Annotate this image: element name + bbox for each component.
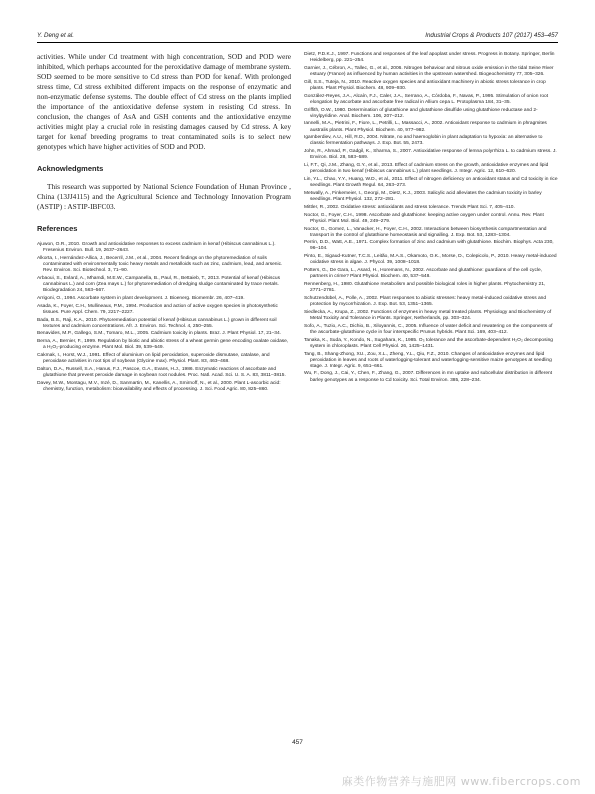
reference-entry: Sofo, A., Tuzio, A.C., Dichio, B., Xiloyannis, C., 2005. Influence of water deficit and rewatering on the components of the ascorbate-glutathione cycle in four interspecific Prunus hybrids. Plant Sci. 169, 403–412. [304, 323, 553, 335]
reference-entry: Wu, F., Dong, J., Cai, Y., Chen, F., Zhang, G., 2007. Differences in mn uptake and subcellular distribution in different barley genotypes as a response to Cd toxicity. Sci. Total Environ. 385, 228–234. [304, 371, 553, 383]
reference-entry: Tanaka, K., Suda, Y., Kondo, N., Sugahara, K., 1985. O₃ tolerance and the ascorbate-dependent H₂O₂ decomposing system in chloroplasts. Plant Cell Physiol. 26, 1425–1431. [304, 337, 553, 349]
right-reference-list [304, 52, 558, 384]
reference-entry: Arbaoui, S., Evlard, A., Mhamdi, M.E.W., Campanella, B., Paul, R., Bettaieb, T., 2013. Potential of kenaf (Hibiscus cannabinus L.) and corn (Zea mays L.) for phytoremediation of dredging sludge contaminated by trace metals. Biodegradation 24, 563–567. [37, 275, 281, 293]
running-header [37, 30, 558, 43]
header-journal: Industrial Crops & Products 107 (2017) 453–457 [425, 32, 558, 39]
reference-entry: Lin, Y.L., Chao, Y.Y., Huang, W.D., et al., 2011. Effect of nitrogen deficiency on antioxidant status and Cd toxicity in rice seedlings. Plant Growth Regul. 64, 263–273. [304, 177, 558, 189]
reference-entry: Garnier, J., Cébron, A., Tallec, G., et al., 2006. Nitrogen behaviour and nitrous oxide emission in the tidal Seine River estuary (France) as influenced by human activities in the upstream watershed. Biogeochemistry 77, 305–326. [304, 65, 554, 77]
reference-entry: Igamberdiev, A.U., Hill, R.D., 2004. Nitrate, no and haemoglobin in plant adaptation to hypoxia: an alternative to classic fermentation pathways. J. Exp. Bot. 55, 2473. [304, 135, 543, 147]
reference-entry: Dalton, D.A., Russell, S.A., Hanus, F.J., Pascoe, G.A., Evans, H.J., 1986. Enzymatic reactions of ascorbate and glutathione that prevent peroxide damage in soybean root nodules. Proc. Natl. Acad. Sci. U. S. A. 83, 3811–3815. [37, 367, 286, 379]
reference-entry: Ajuwon, O.R., 2010. Growth and antioxidative responses to excess cadmium in kenaf (Hibiscus cannabinus L.). Fresenius Environ. Bull. 19, 2637–2643. [37, 242, 276, 254]
reference-entry: Griffith, O.W., 1980. Determination of glutathione and glutathione disulfide using glutathione reductase and 2-vinylpyridine. Anal. Biochem. 106, 207–212. [304, 107, 538, 119]
reference-entry: Li, F.T., Qi, J.M., Zhang, G.Y., et al., 2013. Effect of cadmium stress on the growth, antioxidative enzymes and lipid peroxidation in two kenaf (Hibiscus cannabinus L.) plant seedlings. J. Integr. Agric. 12, 610–620. [304, 163, 549, 175]
site-watermark: 麻类作物营养与施肥网 www.fibercrops.com [341, 775, 581, 788]
reference-entry: Benavides, M.P., Gallego, S.M., Tomaro, M.L., 2005. Cadmium toxicity in plants. Braz. J. Plant Physiol. 17, 21–34. [37, 331, 282, 337]
page-number: 457 [292, 739, 303, 746]
reference-entry: Iannelli, M.A., Pietrini, F., Fiore, L., Petrilli, L., Massacci, A., 2002. Antioxidant response to cadmium in phragmites australis plants. Plant Physiol. Biochem. 40, 977–982. [304, 121, 547, 133]
acknowledgments-paragraph: This research was supported by National Science Foundation of Hunan Province , China (13JJ4115) and the Agricultural Science and Technology Innovation Program (ASTIP) : ASTIP-IBFC03. [37, 182, 291, 211]
reference-entry: Pinto, E., Sigaud-Kutner, T.C.S., Leitão, M.A.S., Okamoto, O.K., Morse, D., Colepicolo, P., 2010. Heavy metal-induced oxidative stress in algae. J. Phycol. 39, 1008–1018. [304, 254, 557, 266]
reference-entry: Dietz, P.D.K.J., 1997. Functions and responses of the leaf apoplast under stress. Progress in Botany. Springer, Berlin Heidelberg, pp. 221–254. [304, 52, 555, 64]
references-heading: References [37, 224, 78, 233]
reference-entry: Potters, G., De Gara, L., Asard, H., Horemans, N., 2002. Ascorbate and glutathione: guardians of the cell cycle, partners in crime? Plant Physiol. Biochem. 40, 537–548. [304, 268, 543, 280]
reference-entry: Tang, B., Shang-Zhong, XU., Zou, X.L., Zheng, Y.L., Qiu, F.Z., 2010. Changes of antioxidative enzymes and lipid peroxidation in leaves and roots of waterlogging-tolerant and waterlogging-sensitive maize genotypes at seedling stage. J. Integr. Agric. 9, 651–661. [304, 351, 552, 369]
reference-entry: Noctor, G., Foyer, C.H., 1998. Ascorbate and glutathione: keeping active oxygen under control. Annu. Rev. Plant Physiol. Plant Mol. Biol. 49, 249–279. [304, 212, 544, 224]
reference-entry: John, R., Ahmad, P., Gadgil, K., Sharma, S., 2007. Antioxidative response of lemna polyrrhiza L. to cadmium stress. J. Environ. Biol. 28, 583–589. [304, 149, 557, 161]
reference-entry: Noctor, G., Gomez, L., Vanacker, H., Foyer, C.H., 2002. Interactions between biosynthesis compartmentation and transport in the control of glutathione homeostasis and signalling. J. Exp. Bot. 53, 1283–1304. [304, 226, 547, 238]
reference-entry: Rennenberg, H., 1980. Glutathione metabolism and possible biological roles in higher plants. Phytochemistry 21, 2771–2781. [304, 282, 546, 294]
reference-entry: Bada, B.S., Raji, K.A., 2010. Phytoremediation potential of kenaf (Hibiscus cannabinus L.) grown in different soil textures and cadmium concentrations. Afr. J. Environ. Sci. Technol. 4, 250–255. [37, 317, 277, 329]
reference-entry: Berna, A., Bernier, F., 1999. Regulation by biotic and abiotic stress of a wheat germin gene encoding oxalate oxidase, a H₂O₂-producing enzyme. Plant Mol. Biol. 39, 539–549. [37, 339, 289, 351]
reference-entry: Alkorta, I., Hernández-Allica, J., Becerril, J.M., et al., 2004. Recent findings on the phytoremediation of soils contaminated with environmentally toxic heavy metals and metalloids such as zinc, cadmium, lead, and arsenic. Rev. Environ. Sci. Biotechnol. 3, 71–90. [37, 255, 283, 273]
right-column [304, 52, 558, 385]
left-column [37, 52, 291, 395]
reference-entry: Davey, M.W., Montagu, M.V., Inzé, D., Sanmartin, M., Kanellis, A., Smirnoff, N., et al., 2000. Plant L-ascorbic acid: chemistry, function, metabolism: bioavailability and effects of processing. J. Sci. Food Agric. 80, 825–860. [37, 380, 281, 392]
reference-entry: Schutzendübel, A., Polle, A., 2002. Plant responses to abiotic stresses: heavy metal-induced oxidative stress and protection by mycorrhization. J. Exp. Bot. 53, 1351–1365. [304, 295, 547, 308]
header-authors: Y. Deng et al. [37, 32, 74, 39]
left-reference-list [37, 242, 291, 393]
reference-entry: Mittler, R., 2002. Oxidative stress: antioxidants and stress tolerance. Trends Plant Sci. 7, 405–410. [304, 204, 515, 210]
reference-entry: Cakmak, I., Horst, W.J., 1991. Effect of aluminium on lipid peroxidation, superoxide dismutase, catalase, and peroxidase activities in root tips of soybean (Glycine max). Physiol. Plant. 83, 463–468. [37, 353, 270, 365]
reference-entry: Metwally, A., Finkemeier, I., Georgi, M., Dietz, K.J., 2003. Salicylic acid alleviates the cadmium toxicity in barley seedlings. Plant Physiol. 132, 272–281. [304, 190, 542, 202]
reference-entry: Siedlecka, A., Krupa, Z., 2002. Functions of enzymes in heavy metal treated plants. Physiology and Biochemistry of Metal Toxicity and Tolerance in Plants. Springer, Netherlands, pp. 303–324. [304, 309, 552, 321]
reference-entry: Arrigoni, O., 1994. Ascorbate system in plant development. J. Bioenerg. Biomembr. 26, 407–419. [37, 295, 245, 301]
reference-entry: Perrin, D.D., Watt, A.E., 1971. Complex formation of zinc and cadmium with glutathione. Biochim. Biophys. Acta 230, 96–104. [304, 240, 554, 252]
reference-entry: Gill, S.S., Tuteja, N., 2010. Reactive oxygen species and antioxidant machinery in abiotic stress tolerance in crop plants. Plant Physiol. Biochem. 48, 909–930. [304, 79, 546, 91]
conclusion-paragraph: activities. While under Cd treatment with high concentration, SOD and POD were inhibited, which perhaps accounted for the peroxidative damage of membrane system. SOD seemed to be more sensitive to Cd stress than POD for kenaf. With prolonged stress time, Cd stress exhibited different impacts on the response of enzymatic and non-enzymatic defense systems. The double effect of Cd stress on the plants implied the importance of the antioxidative defense system in resisting Cd stress. In conclusion, the changes of AsA and GSH contents and the antioxidative enzyme activities might play a crucial role in resisting damages caused by Cd stress. A key target for kenaf breeding programs to treat contaminated soils is to select new genotypes which have higher activities of SOD and POD. [37, 52, 291, 151]
reference-entry: Asada, K., Foyer, C.H., Mullineaux, P.M., 1994. Production and action of active oxygen species in photosynthetic tissues. Pure Appl. Chem. 79, 2217–2227. [37, 303, 278, 315]
reference-entry: González-Reyes, J.A., Alcaín, F.J., Caler, J.A., Serrano, A., Córdoba, F., Navas, P., 1995. Stimulation of onion root elongation by ascorbate and ascorbate free radical in Allium cepa L. Protoplasma 184, 31–35. [304, 93, 549, 105]
acknowledgments-heading: Acknowledgments [37, 164, 104, 173]
